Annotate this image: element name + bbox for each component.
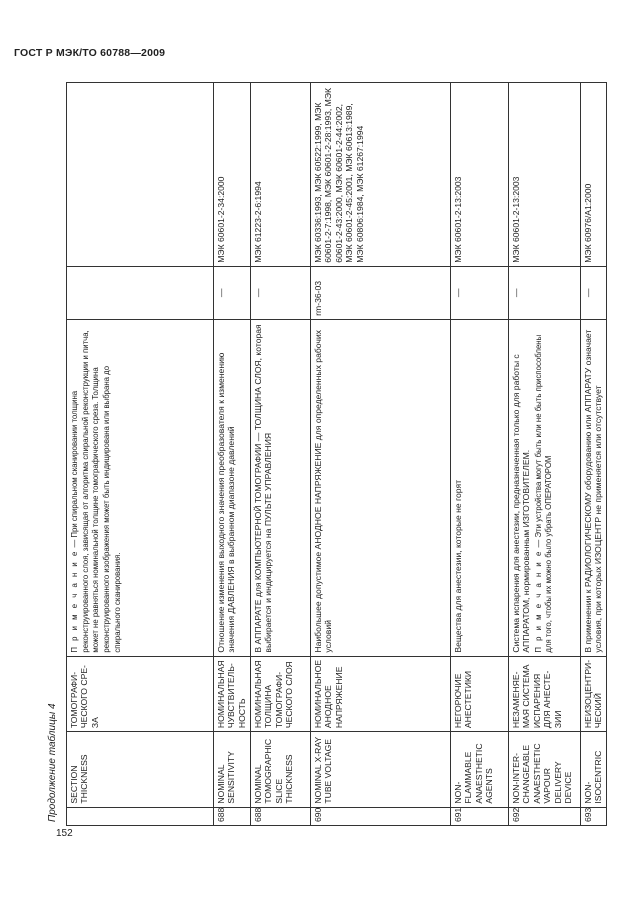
definition-note <box>70 330 122 652</box>
term-definition <box>451 319 509 656</box>
term-english: NOMINAL SENSITIVITY <box>214 732 251 808</box>
term-russian: НОМИНАЛЬНОЕ АНОДНОЕ НАПРЯЖЕНИЕ <box>311 656 451 732</box>
term-russian: НОМИНАЛЬНАЯ ЧУВСТВИТЕЛЬ-НОСТЬ <box>214 656 251 732</box>
table-continuation-label: Продолжение таблицы 4 <box>47 703 58 822</box>
term-reference: МЭК 61223-2-6:1994 <box>251 83 311 267</box>
term-definition <box>67 319 214 656</box>
term-number: 693 <box>581 807 607 825</box>
term-definition <box>311 319 451 656</box>
term-reference: МЭК 60601-2-13:2003 <box>451 83 509 267</box>
term-reference: МЭК 60601-2-34:2000 <box>214 83 251 267</box>
table-row <box>451 83 509 826</box>
note-text: — При спиральном сканировании толщина реконструированного слоя, зависящая от алгоритма спиральной реконструкции и питча, может не равняться номинальной толщине томографического среза. Толщина реконструированного изображения может быть индицирована или выбрана до спирального сканирования. <box>70 330 122 653</box>
definition-main: Наибольшее допустимое АНОДНОЕ НАПРЯЖЕНИЕ для определенных рабочих условий <box>313 330 334 653</box>
definition-main: В АППАРАТЕ для КОМПЬЮТЕРНОЙ ТОМОГРАФИИ — ТОЛЩИНА СЛОЯ, которая выбирается и индицируется на ПУЛЬТЕ УПРАВЛЕНИЯ <box>253 324 274 653</box>
term-number: 692 <box>509 807 581 825</box>
term-number: 691 <box>451 807 509 825</box>
term-english: NON-FLAMMABLE ANAESTHETIC AGENTS <box>451 732 509 808</box>
term-definition <box>214 319 251 656</box>
note-label: П р и м е ч а н и е <box>533 549 543 653</box>
term-definition <box>509 319 581 656</box>
term-russian: НЕГОРЮЧИЕ АНЕСТЕТИКИ <box>451 656 509 732</box>
term-abbreviation: — <box>509 266 581 319</box>
term-english: SECTION THICKNESS <box>67 732 214 808</box>
term-english: NOMINAL X-RAY TUBE VOLTAGE <box>311 732 451 808</box>
definition-main: Отношение изменения выходного значения преобразователя к изменению значения ДАВЛЕНИЯ в выбранном диапазоне давлений <box>216 352 237 653</box>
term-russian: НОМИНАЛЬНАЯ ТОЛЩИНА ТОМОГРАФИ-ЧЕСКОГО СЛОЯ <box>251 656 311 732</box>
table-row <box>214 83 251 826</box>
definition-main: Вещества для анестезии, которые не горят <box>453 479 463 653</box>
table-row <box>581 83 607 826</box>
term-reference: МЭК 60976/А1:2000 <box>581 83 607 267</box>
term-russian: ТОМОГРАФИ-ЧЕСКОГО СРЕ-ЗА <box>67 656 214 732</box>
term-english: NON-ISOCENTRIC <box>581 732 607 808</box>
term-abbreviation <box>67 266 214 319</box>
term-english: NOMINAL TOMOGRAPHIC SLICE THICKNESS <box>251 732 311 808</box>
term-english: NON-INTER-CHANGEABLE ANAESTHETIC VAPOUR DELIVERY DEVICE <box>509 732 581 808</box>
term-russian: НЕИЗОЦЕНТРИ-ЧЕСКИЙ <box>581 656 607 732</box>
note-text: — Эти устройства могут быть или не быть приспособлены для того, чтобы их можно было убрать ОПЕРАТОРОМ <box>533 334 553 653</box>
note-label: П р и м е ч а н и е <box>70 549 79 653</box>
page-number: 152 <box>56 828 73 839</box>
term-number <box>67 807 214 825</box>
term-reference <box>67 83 214 267</box>
table-row <box>67 83 214 826</box>
table-row <box>251 83 311 826</box>
terms-table-rotated <box>66 82 604 826</box>
definition-main: Система испарения для анестезии, предназначенная только для работы с АППАРАТОМ, нормированным ИЗГОТОВИТЕЛЕМ. <box>511 354 532 653</box>
term-reference: МЭК 60601-2-13:2003 <box>509 83 581 267</box>
table-row <box>311 83 451 826</box>
term-number: 690 <box>311 807 451 825</box>
document-header-title: ГОСТ Р МЭК/ТО 60788—2009 <box>14 47 166 59</box>
definition-note <box>534 323 553 653</box>
term-abbreviation: — <box>214 266 251 319</box>
term-definition <box>251 319 311 656</box>
terms-table <box>66 82 607 826</box>
term-number: 688 <box>251 807 311 825</box>
definition-main: В применении к РАДИОЛОГИЧЕСКОМУ оборудованию или АППАРАТУ означает условия, при которых ИЗОЦЕНТР не применяется или отсутствует <box>583 329 604 653</box>
term-abbreviation: — <box>581 266 607 319</box>
term-reference: МЭК 60336:1993, МЭК 60522:1999, МЭК 60601-2-7:1998, МЭК 60601-2-28:1993, МЭК 60601-2-43:2000, МЭК 60601-2-44:2002, МЭК 60601-2-45:2001, МЭК 60613:1989, МЭК 60806:1984, МЭК 61267:1994 <box>311 83 451 267</box>
term-abbreviation: — <box>451 266 509 319</box>
term-russian: НЕЗАМЕНЯЕ-МАЯ СИСТЕМА ИСПАРЕНИЯ ДЛЯ АНЕСТЕ-ЗИИ <box>509 656 581 732</box>
term-abbreviation: rm-36-03 <box>311 266 451 319</box>
term-definition <box>581 319 607 656</box>
term-abbreviation: — <box>251 266 311 319</box>
table-row <box>509 83 581 826</box>
term-number: 688 <box>214 807 251 825</box>
